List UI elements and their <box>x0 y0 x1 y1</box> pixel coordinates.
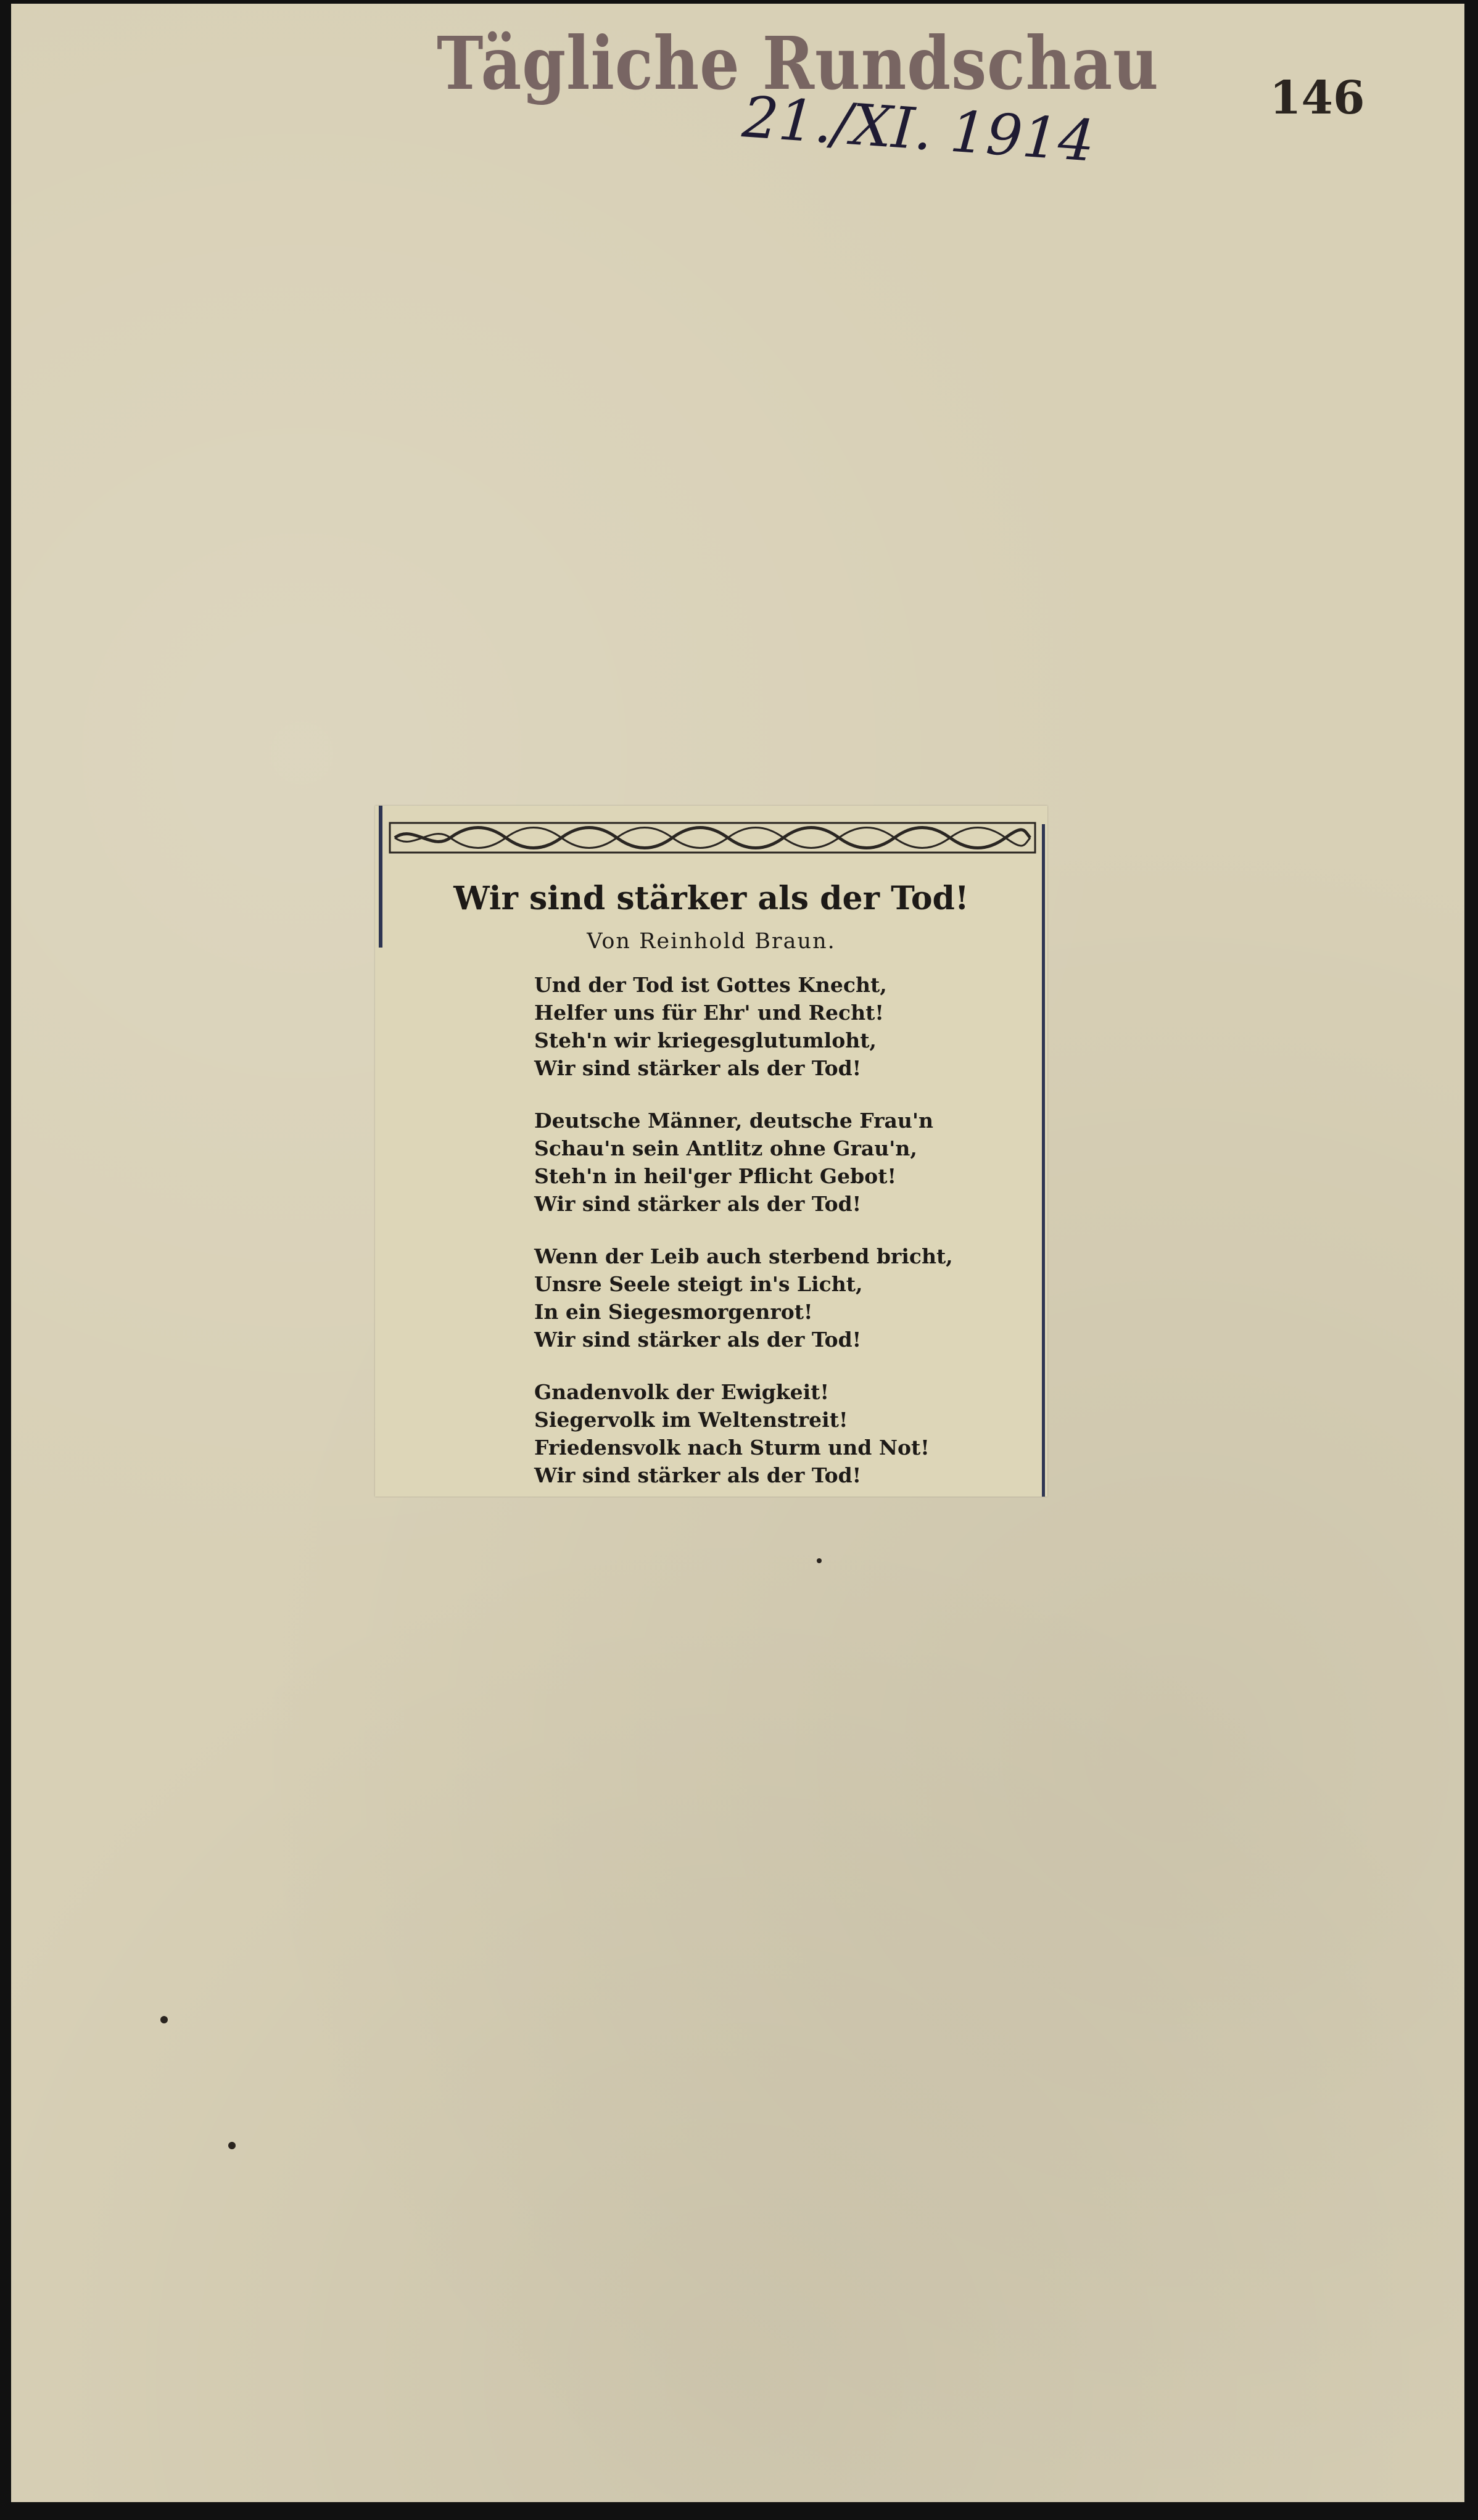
poem-line: Wir sind stärker als der Tod! <box>534 1328 862 1352</box>
poem-line: Wir sind stärker als der Tod! <box>534 1056 862 1080</box>
poem-line: Friedensvolk nach Sturm und Not! <box>534 1436 930 1460</box>
poem-line: Schau'n sein Antlitz ohne Grau'n, <box>534 1136 917 1160</box>
speck-icon <box>160 2016 168 2023</box>
speck-icon <box>817 1558 822 1563</box>
poem-line: Siegervolk im Weltenstreit! <box>534 1408 848 1432</box>
poem-line: Unsre Seele steigt in's Licht, <box>534 1272 863 1296</box>
stanza-4 <box>534 1378 1028 1489</box>
stanza-2 <box>534 1107 1028 1218</box>
ornament-border-icon <box>389 818 1036 857</box>
poem-line: Helfer uns für Ehr' und Recht! <box>534 1001 884 1025</box>
poem-line: Wenn der Leib auch sterbend bricht, <box>534 1244 953 1268</box>
newspaper-clipping <box>375 806 1047 1497</box>
poem-line: Gnadenvolk der Ewigkeit! <box>534 1380 829 1404</box>
poem-line: Deutsche Männer, deutsche Frau'n <box>534 1109 934 1133</box>
archive-sheet <box>11 4 1464 2502</box>
poem-line: Steh'n wir kriegesglutumloht, <box>534 1028 877 1052</box>
handwritten-date: 21./XI. 1914 <box>740 84 1097 175</box>
poem-body <box>534 971 1028 1514</box>
poem-author: Von Reinhold Braun. <box>587 929 836 954</box>
newspaper-stamp: Tägliche Rundschau <box>437 20 1159 106</box>
speck-icon <box>228 2142 236 2149</box>
poem-line: Steh'n in heil'ger Pflicht Gebot! <box>534 1164 896 1188</box>
stanza-1 <box>534 971 1028 1082</box>
stanza-3 <box>534 1242 1028 1353</box>
poem-title: Wir sind stärker als der Tod! <box>453 880 969 917</box>
poem-line: Wir sind stärker als der Tod! <box>534 1463 862 1487</box>
poem-line: In ein Siegesmorgenrot! <box>534 1300 813 1324</box>
poem-line: Und der Tod ist Gottes Knecht, <box>534 973 887 997</box>
page-number: 146 <box>1270 72 1365 125</box>
clipping-right-edge <box>1042 824 1045 1497</box>
poem-line: Wir sind stärker als der Tod! <box>534 1192 862 1216</box>
clipping-left-edge <box>379 806 382 948</box>
